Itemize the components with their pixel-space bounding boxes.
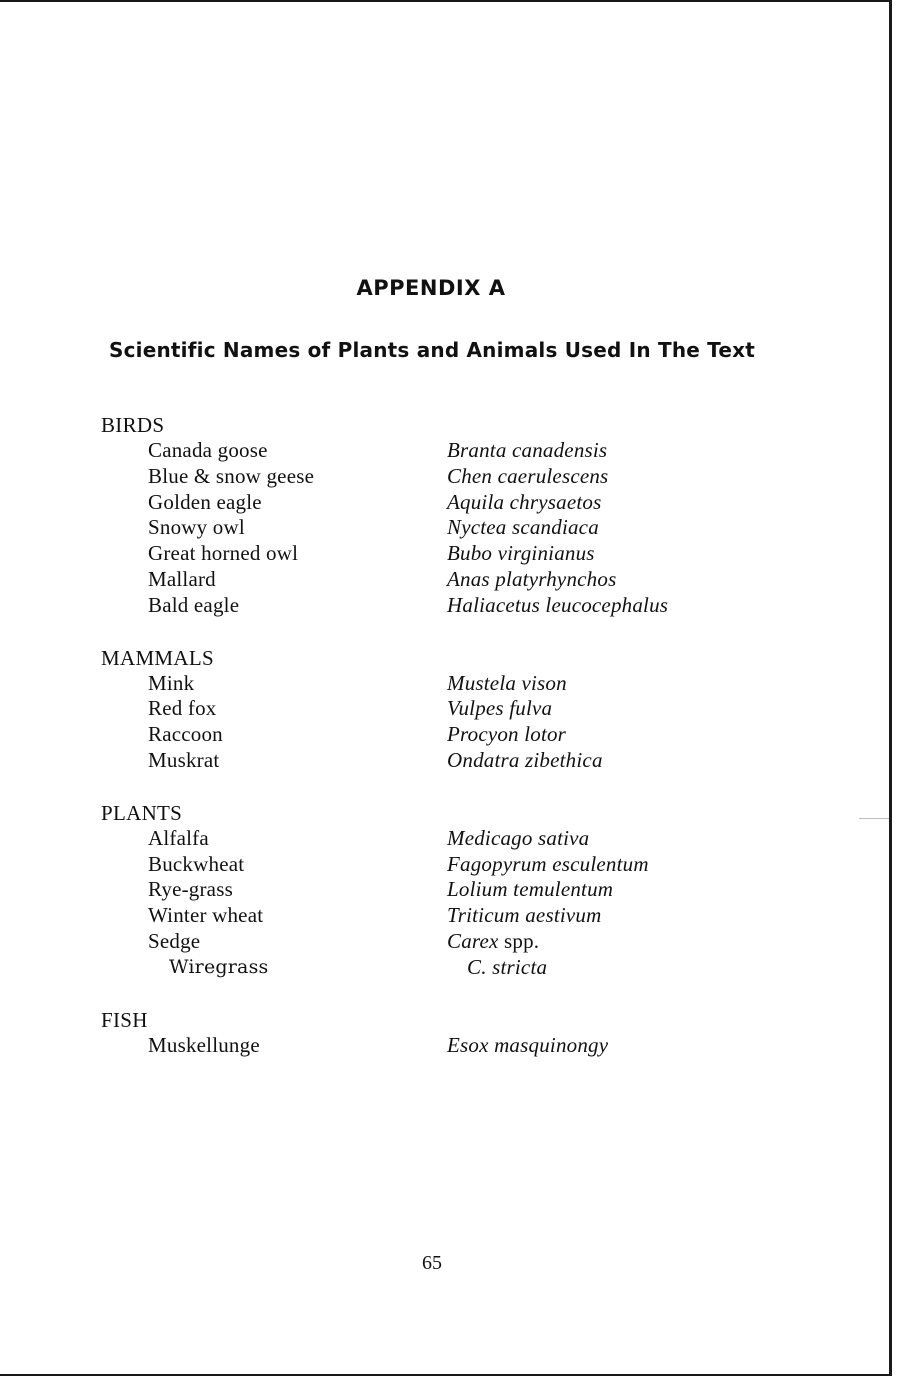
common-name: Snowy owl — [148, 515, 245, 540]
section-heading: MAMMALS — [101, 645, 214, 670]
scientific-name: C. stricta — [467, 954, 548, 979]
list-item — [101, 748, 801, 774]
list-item — [101, 722, 801, 748]
list-item — [101, 567, 801, 593]
section-heading: FISH — [101, 1007, 148, 1032]
common-name: Mallard — [148, 566, 216, 591]
scientific-name-genus — [447, 929, 539, 955]
common-name: Rye-grass — [148, 877, 233, 902]
section-fish — [101, 1007, 801, 1059]
species-list — [101, 412, 801, 1084]
scientific-name: Bubo virginianus — [447, 541, 595, 566]
common-name: Muskrat — [148, 747, 220, 772]
list-item — [101, 1033, 801, 1059]
scientific-name: Mustela vison — [447, 670, 567, 695]
appendix-title: APPENDIX A — [356, 276, 506, 300]
scientific-name: Triticum aestivum — [447, 903, 602, 928]
section-plants — [101, 800, 801, 981]
section-heading: PLANTS — [101, 800, 183, 825]
list-item — [101, 929, 801, 955]
common-name: Winter wheat — [148, 903, 264, 928]
common-name: Bald eagle — [148, 592, 240, 617]
scientific-name: Esox masquinongy — [447, 1032, 609, 1057]
common-name: Muskellunge — [148, 1032, 260, 1057]
list-item — [101, 593, 801, 619]
common-name: Buckwheat — [148, 851, 245, 876]
page-subtitle: Scientific Names of Plants and Animals Used In The Text — [109, 338, 755, 362]
common-name: Raccoon — [148, 722, 223, 747]
scientific-name: Ondatra zibethica — [447, 747, 603, 772]
common-name: Alfalfa — [148, 825, 209, 850]
common-name: Canada goose — [148, 438, 268, 462]
scan-edge-line — [859, 818, 889, 819]
scientific-name: Procyon lotor — [447, 722, 567, 747]
common-name: Blue & snow geese — [148, 463, 315, 488]
list-item — [101, 490, 801, 516]
common-name: Red fox — [148, 696, 217, 721]
common-name: Golden eagle — [148, 489, 262, 514]
list-item — [101, 826, 801, 852]
list-item — [101, 877, 801, 903]
scientific-name: Vulpes fulva — [447, 696, 553, 721]
scientific-name: Branta canadensis — [447, 438, 608, 462]
section-birds — [101, 412, 801, 619]
scientific-name: Haliacetus leucocephalus — [447, 592, 669, 617]
common-name: Wiregrass — [169, 955, 269, 978]
list-item — [101, 696, 801, 722]
common-name: Great horned owl — [148, 541, 299, 566]
page-number: 65 — [422, 1252, 442, 1274]
scientific-name: Medicago sativa — [447, 825, 590, 850]
list-item — [101, 464, 801, 490]
common-name: Sedge — [148, 928, 201, 953]
list-item — [101, 515, 801, 541]
list-item — [101, 671, 801, 697]
list-item — [101, 541, 801, 567]
scientific-name: Lolium temulentum — [447, 877, 614, 902]
scientific-name: Anas platyrhynchos — [447, 566, 617, 591]
species-abbreviation: spp. — [504, 928, 540, 953]
scientific-name: Fagopyrum esculentum — [447, 851, 649, 876]
genus-name: Carex — [447, 928, 499, 953]
scientific-name: Chen caerulescens — [447, 463, 609, 488]
scientific-name: Aquila chrysaetos — [447, 489, 602, 514]
section-mammals — [101, 645, 801, 774]
list-item-sub — [101, 955, 801, 981]
common-name: Mink — [148, 670, 195, 695]
section-heading: BIRDS — [101, 413, 165, 437]
scientific-name: Nyctea scandiaca — [447, 515, 599, 540]
list-item — [101, 903, 801, 929]
list-item — [101, 438, 801, 464]
list-item — [101, 852, 801, 878]
